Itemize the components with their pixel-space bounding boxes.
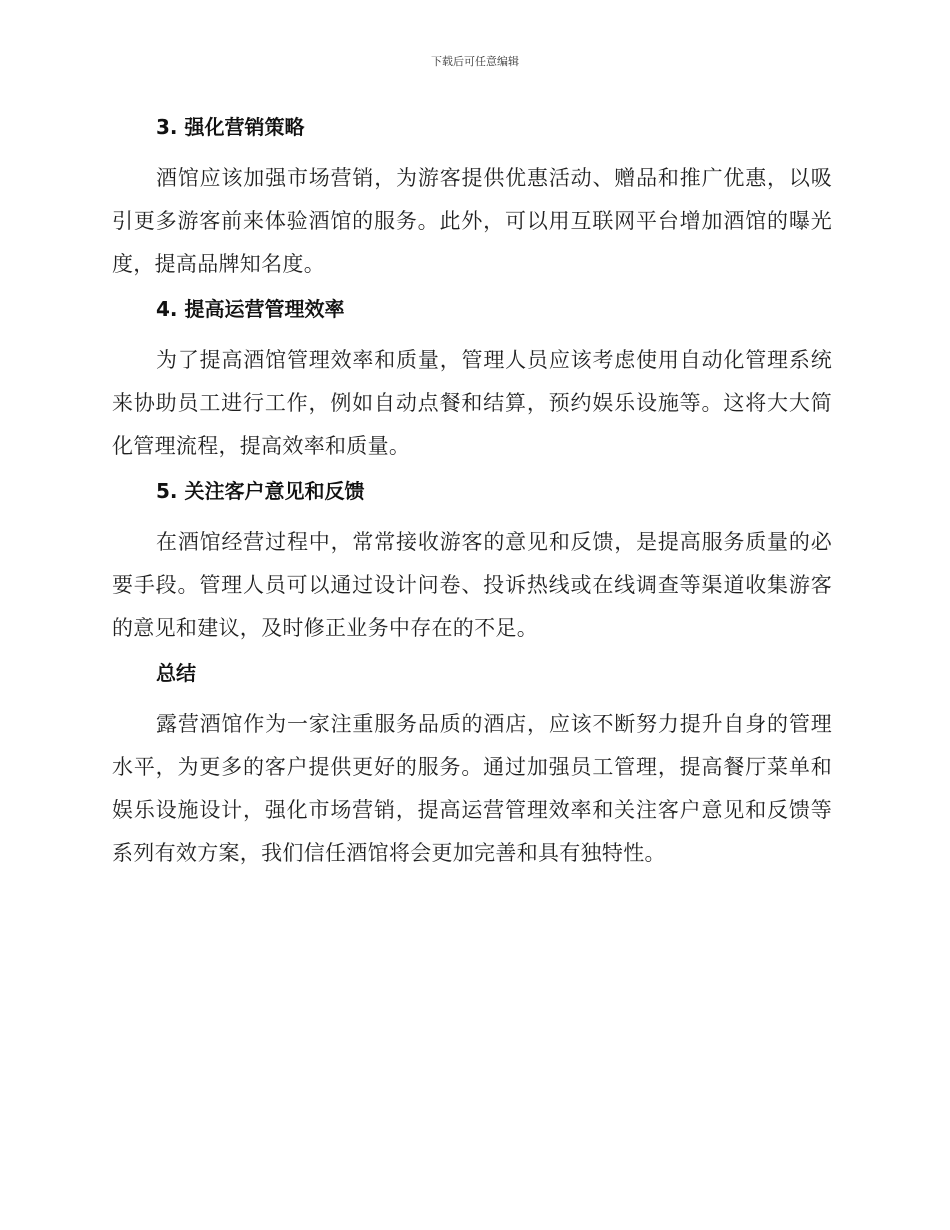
section-heading: 3. 强化营销策略 (156, 115, 305, 139)
section-heading: 4. 提高运营管理效率 (156, 297, 345, 321)
section-paragraph: 为了提高酒馆管理效率和质量，管理人员应该考虑使用自动化管理系统来协助员工进行工作，例如自动点餐和结算，预约娱乐设施等。这将大大简化管理流程，提高效率和质量。 (112, 348, 832, 458)
section-heading: 总结 (156, 661, 196, 685)
section-paragraph: 露营酒馆作为一家注重服务品质的酒店，应该不断努力提升自身的管理水平，为更多的客户提供更好的服务。通过加强员工管理，提高餐厅菜单和娱乐设施设计，强化市场营销，提高运营管理效率和关注客户意见和反馈等系列有效方案，我们信任酒馆将会更加完善和具有独特性。 (112, 712, 832, 865)
section-heading: 5. 关注客户意见和反馈 (156, 479, 365, 503)
section-paragraph: 酒馆应该加强市场营销，为游客提供优惠活动、赠品和推广优惠，以吸引更多游客前来体验酒馆的服务。此外，可以用互联网平台增加酒馆的曝光度，提高品牌知名度。 (112, 166, 832, 276)
document-body (112, 110, 832, 881)
section-customer-feedback (112, 474, 832, 650)
section-operations-efficiency (112, 292, 832, 468)
section-paragraph: 在酒馆经营过程中，常常接收游客的意见和反馈，是提高服务质量的必要手段。管理人员可以通过设计问卷、投诉热线或在线调查等渠道收集游客的意见和建议，及时修正业务中存在的不足。 (112, 530, 832, 640)
section-marketing-strategy (112, 110, 832, 286)
section-summary (112, 656, 832, 875)
page-header: 下载后可任意编辑 (431, 55, 519, 68)
